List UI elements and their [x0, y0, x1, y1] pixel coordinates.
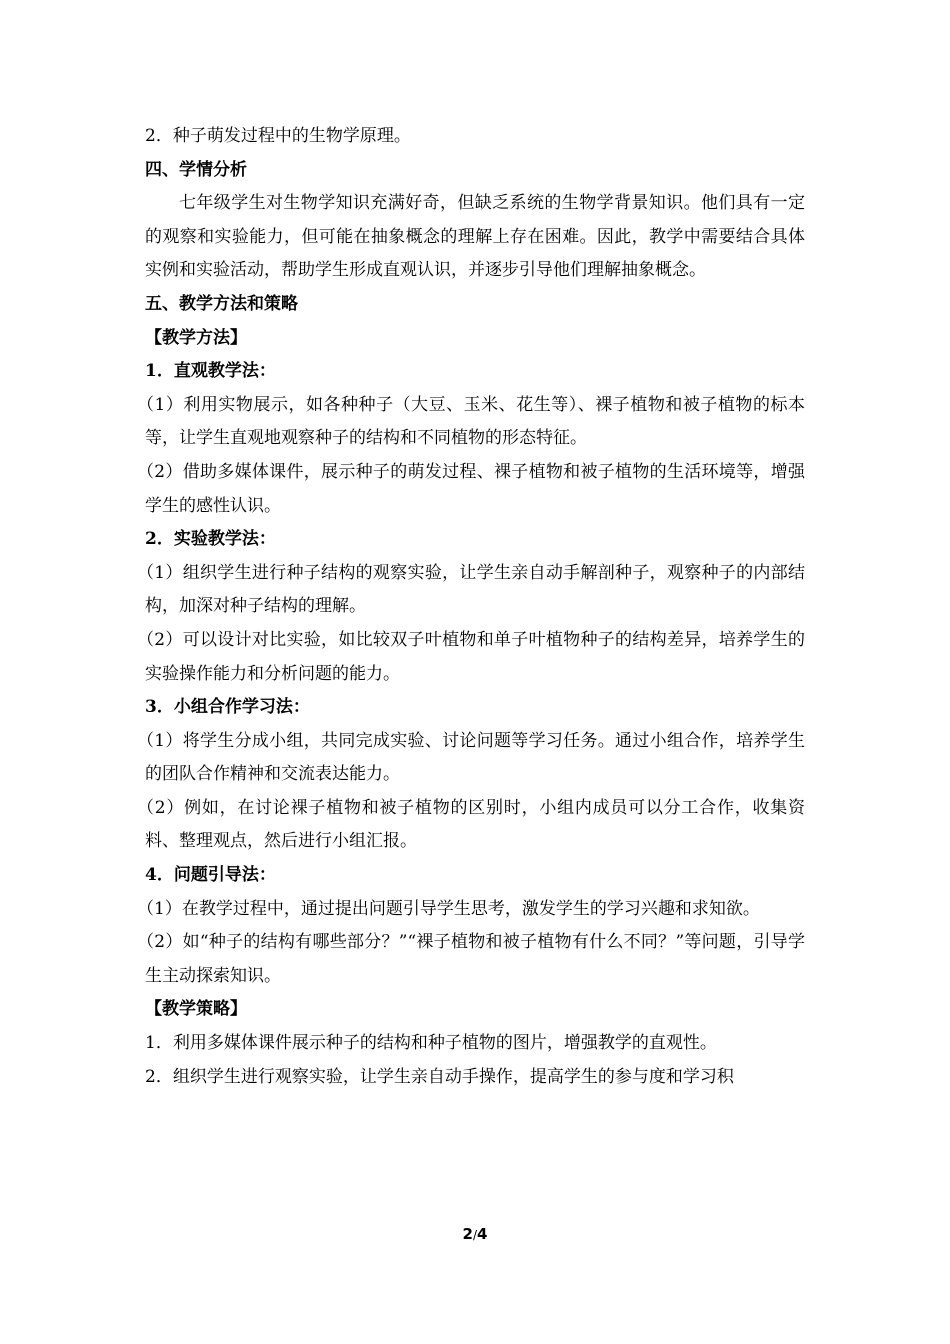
subsection-heading: 【教学方法】 [145, 327, 247, 348]
list-item: （1）将学生分成小组，共同完成实验、讨论问题等学习任务。通过小组合作，培养学生的团队合作精神和交流表达能力。 [137, 730, 805, 785]
page-content [137, 120, 805, 1094]
subsection-heading: 【教学策略】 [145, 999, 247, 1020]
list-item: （1）利用实物展示，如各种种子（大豆、玉米、花生等）、裸子植物和被子植物的标本等，让学生直观地观察种子的结构和不同植物的形态特征。 [137, 394, 805, 449]
list-item: （1）在教学过程中，通过提出问题引导学生思考，激发学生的学习兴趣和求知欲。 [137, 898, 760, 919]
list-item: 2．组织学生进行观察实验，让学生亲自动手操作，提高学生的参与度和学习积 [145, 1066, 734, 1087]
list-item: （2）可以设计对比实验，如比较双子叶植物和单子叶植物种子的结构差异，培养学生的实验操作能力和分析问题的能力。 [137, 629, 805, 684]
page-separator: / [472, 1228, 478, 1242]
list-item: （2）例如，在讨论裸子植物和被子植物的区别时，小组内成员可以分工合作，收集资料、整理观点，然后进行小组汇报。 [137, 797, 805, 852]
page-number [0, 1225, 950, 1243]
method-heading: 1．直观教学法： [145, 361, 276, 382]
list-item: （2）借助多媒体课件，展示种子的萌发过程、裸子植物和被子植物的生活环境等，增强学生的感性认识。 [137, 461, 805, 516]
method-heading: 4．问题引导法： [145, 865, 276, 886]
list-item: 2．种子萌发过程中的生物学原理。 [145, 126, 411, 146]
current-page: 2 [462, 1225, 473, 1243]
section-heading: 四、学情分析 [145, 159, 247, 180]
total-pages: 4 [477, 1225, 488, 1243]
section-heading: 五、教学方法和策略 [145, 293, 298, 314]
method-heading: 3．小组合作学习法： [145, 697, 310, 718]
list-item: 1．利用多媒体课件展示种子的结构和种子植物的图片，增强教学的直观性。 [145, 1033, 717, 1054]
list-item: （2）如“种子的结构有哪些部分？”“裸子植物和被子植物有什么不同？”等问题，引导学生主动探索知识。 [137, 932, 805, 986]
method-heading: 2．实验教学法： [145, 529, 276, 550]
paragraph: 七年级学生对生物学知识充满好奇，但缺乏系统的生物学背景知识。他们具有一定的观察和实验能力，但可能在抽象概念的理解上存在困难。因此，教学中需要结合具体实例和实验活动，帮助学生形成直观认识，并逐步引导他们理解抽象概念。 [145, 193, 805, 281]
list-item: （1）组织学生进行种子结构的观察实验，让学生亲自动手解剖种子，观察种子的内部结构，加深对种子结构的理解。 [137, 562, 805, 617]
